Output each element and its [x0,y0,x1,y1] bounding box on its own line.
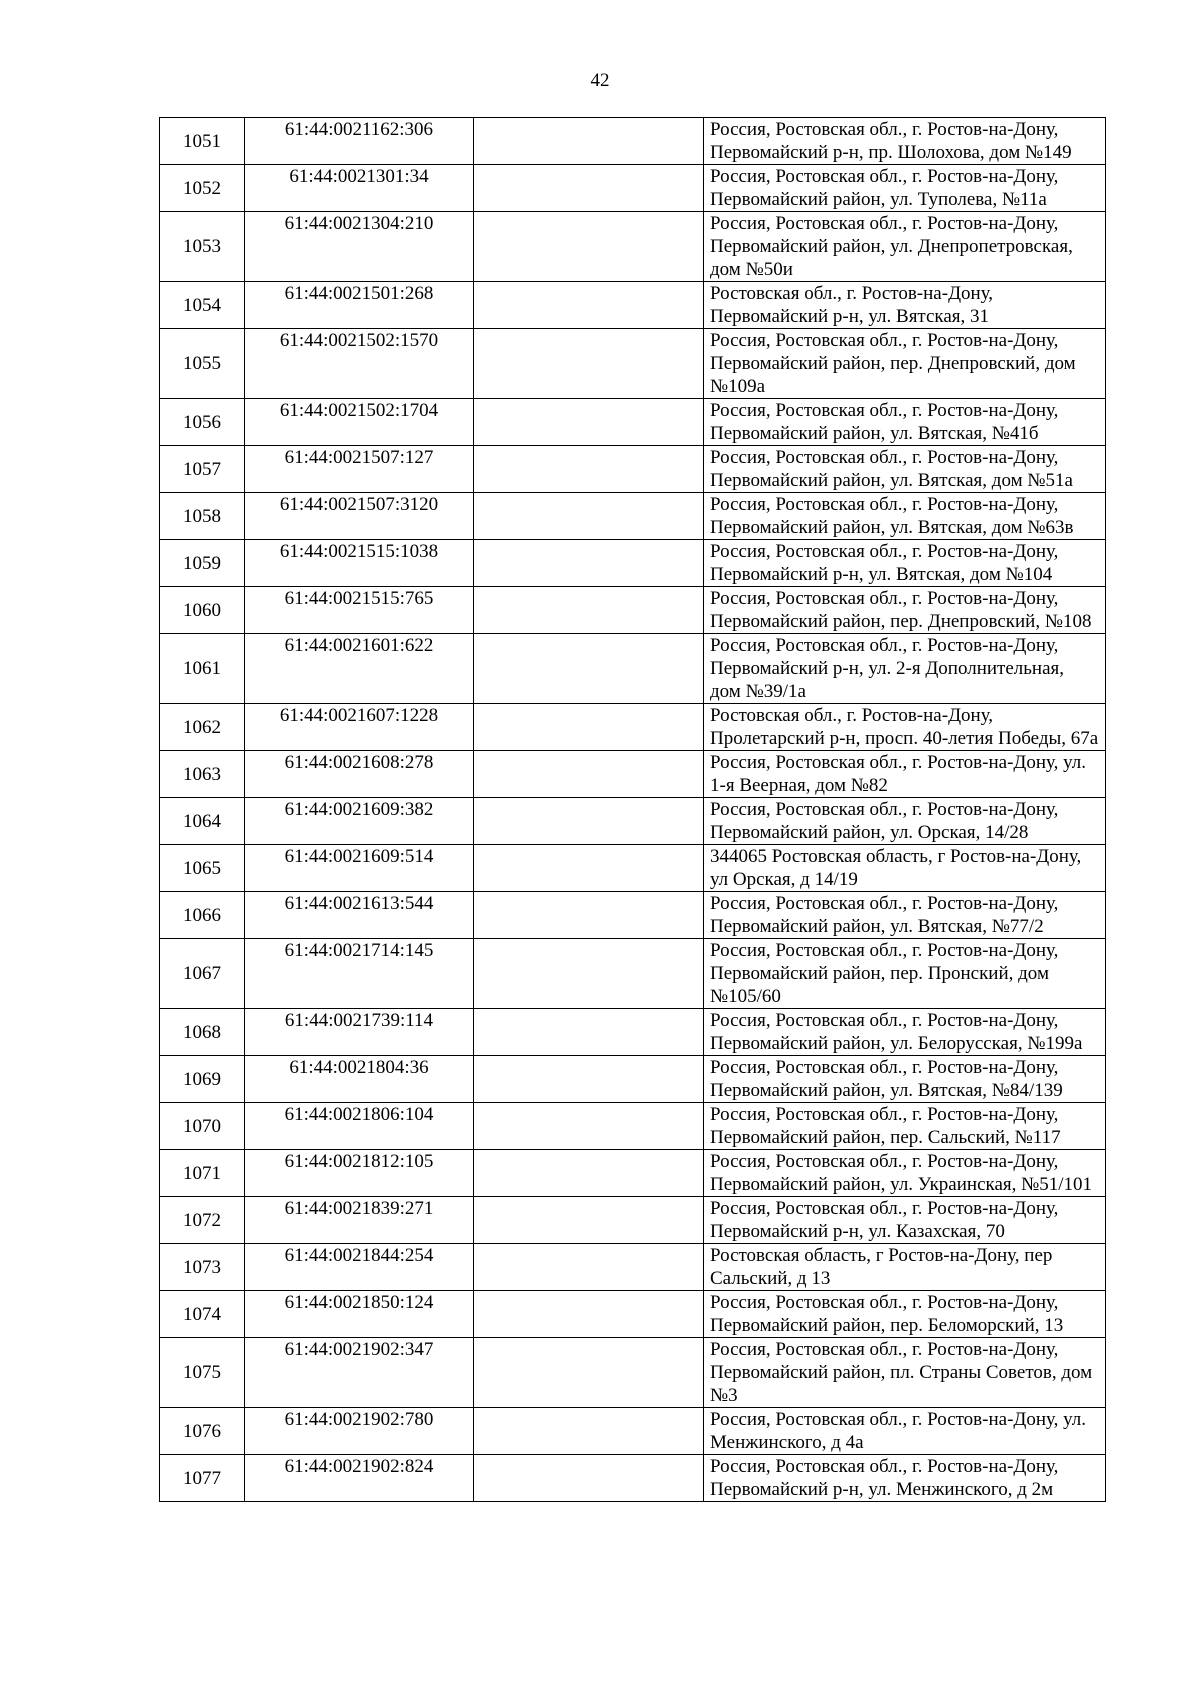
cadastral-number-cell: 61:44:0021607:1228 [245,704,474,751]
property-table [159,117,1106,1502]
address-cell: Россия, Ростовская обл., г. Ростов-на-Дону, Первомайский р-н, ул. 2-я Дополнительная, дом №39/1а [704,634,1106,704]
cadastral-number-cell: 61:44:0021304:210 [245,212,474,282]
empty-cell [474,892,704,939]
cadastral-number-cell: 61:44:0021601:622 [245,634,474,704]
address-cell: Россия, Ростовская обл., г. Ростов-на-Дону, Первомайский район, ул. Туполева, №11а [704,165,1106,212]
table-row [160,1103,1106,1150]
table-row [160,1408,1106,1455]
address-cell: Россия, Ростовская обл., г. Ростов-на-Дону, Первомайский район, ул. Украинская, №51/101 [704,1150,1106,1197]
property-table-body [160,118,1106,1502]
row-number-cell: 1055 [160,329,245,399]
row-number-cell: 1051 [160,118,245,165]
cadastral-number-cell: 61:44:0021162:306 [245,118,474,165]
row-number-cell: 1059 [160,540,245,587]
row-number-cell: 1067 [160,939,245,1009]
table-row [160,329,1106,399]
cadastral-number-cell: 61:44:0021609:514 [245,845,474,892]
empty-cell [474,540,704,587]
table-row [160,587,1106,634]
cadastral-number-cell: 61:44:0021902:780 [245,1408,474,1455]
empty-cell [474,329,704,399]
row-number-cell: 1061 [160,634,245,704]
table-row [160,1338,1106,1408]
table-row [160,704,1106,751]
table-row [160,493,1106,540]
cadastral-number-cell: 61:44:0021502:1570 [245,329,474,399]
cadastral-number-cell: 61:44:0021844:254 [245,1244,474,1291]
table-row [160,939,1106,1009]
table-row [160,1455,1106,1502]
empty-cell [474,282,704,329]
empty-cell [474,751,704,798]
address-cell: Россия, Ростовская обл., г. Ростов-на-Дону, Первомайский р-н, пр. Шолохова, дом №149 [704,118,1106,165]
table-row [160,634,1106,704]
empty-cell [474,634,704,704]
cadastral-number-cell: 61:44:0021806:104 [245,1103,474,1150]
row-number-cell: 1058 [160,493,245,540]
address-cell: Россия, Ростовская обл., г. Ростов-на-Дону, Первомайский район, пер. Днепровский, дом №109а [704,329,1106,399]
table-row [160,212,1106,282]
table-row [160,446,1106,493]
row-number-cell: 1073 [160,1244,245,1291]
row-number-cell: 1056 [160,399,245,446]
empty-cell [474,1056,704,1103]
cadastral-number-cell: 61:44:0021507:3120 [245,493,474,540]
empty-cell [474,1408,704,1455]
address-cell: Россия, Ростовская обл., г. Ростов-на-Дону, Первомайский р-н, ул. Менжинского, д 2м [704,1455,1106,1502]
empty-cell [474,1244,704,1291]
address-cell: Россия, Ростовская обл., г. Ростов-на-Дону, Первомайский район, ул. Вятская, №41б [704,399,1106,446]
table-row [160,1244,1106,1291]
row-number-cell: 1060 [160,587,245,634]
address-cell: Россия, Ростовская обл., г. Ростов-на-Дону, Первомайский район, ул. Белорусская, №199а [704,1009,1106,1056]
cadastral-number-cell: 61:44:0021902:824 [245,1455,474,1502]
empty-cell [474,1338,704,1408]
table-row [160,540,1106,587]
address-cell: Россия, Ростовская обл., г. Ростов-на-Дону, Первомайский р-н, ул. Вятская, дом №104 [704,540,1106,587]
row-number-cell: 1064 [160,798,245,845]
table-row [160,165,1106,212]
empty-cell [474,1455,704,1502]
address-cell: Россия, Ростовская обл., г. Ростов-на-Дону, Первомайский район, пер. Беломорский, 13 [704,1291,1106,1338]
empty-cell [474,446,704,493]
cadastral-number-cell: 61:44:0021613:544 [245,892,474,939]
cadastral-number-cell: 61:44:0021609:382 [245,798,474,845]
empty-cell [474,704,704,751]
cadastral-number-cell: 61:44:0021301:34 [245,165,474,212]
address-cell: Россия, Ростовская обл., г. Ростов-на-Дону, Первомайский район, пер. Днепровский, №108 [704,587,1106,634]
row-number-cell: 1068 [160,1009,245,1056]
row-number-cell: 1071 [160,1150,245,1197]
cadastral-number-cell: 61:44:0021502:1704 [245,399,474,446]
address-cell: Россия, Ростовская обл., г. Ростов-на-Дону, Первомайский р-н, ул. Казахская, 70 [704,1197,1106,1244]
empty-cell [474,587,704,634]
empty-cell [474,212,704,282]
row-number-cell: 1072 [160,1197,245,1244]
address-cell: Россия, Ростовская обл., г. Ростов-на-Дону, Первомайский район, ул. Вятская, №84/139 [704,1056,1106,1103]
address-cell: 344065 Ростовская область, г Ростов-на-Дону, ул Орская, д 14/19 [704,845,1106,892]
empty-cell [474,165,704,212]
row-number-cell: 1076 [160,1408,245,1455]
row-number-cell: 1077 [160,1455,245,1502]
empty-cell [474,1150,704,1197]
table-row [160,118,1106,165]
address-cell: Россия, Ростовская обл., г. Ростов-на-Дону, Первомайский район, пер. Пронский, дом №105/60 [704,939,1106,1009]
row-number-cell: 1053 [160,212,245,282]
address-cell: Россия, Ростовская обл., г. Ростов-на-Дону, Первомайский район, ул. Днепропетровская, дом №50и [704,212,1106,282]
empty-cell [474,493,704,540]
table-row [160,892,1106,939]
cadastral-number-cell: 61:44:0021739:114 [245,1009,474,1056]
address-cell: Ростовская обл., г. Ростов-на-Дону, Пролетарский р-н, просп. 40-летия Победы, 67а [704,704,1106,751]
table-row [160,282,1106,329]
address-cell: Россия, Ростовская обл., г. Ростов-на-Дону, ул. Менжинского, д 4а [704,1408,1106,1455]
empty-cell [474,399,704,446]
cadastral-number-cell: 61:44:0021714:145 [245,939,474,1009]
row-number-cell: 1066 [160,892,245,939]
table-row [160,798,1106,845]
table-row [160,1009,1106,1056]
empty-cell [474,1197,704,1244]
table-row [160,845,1106,892]
address-cell: Ростовская область, г Ростов-на-Дону, пер Сальский, д 13 [704,1244,1106,1291]
row-number-cell: 1069 [160,1056,245,1103]
row-number-cell: 1074 [160,1291,245,1338]
address-cell: Россия, Ростовская обл., г. Ростов-на-Дону, Первомайский район, ул. Вятская, дом №63в [704,493,1106,540]
row-number-cell: 1070 [160,1103,245,1150]
table-row [160,751,1106,798]
address-cell: Россия, Ростовская обл., г. Ростов-на-Дону, Первомайский район, ул. Вятская, №77/2 [704,892,1106,939]
row-number-cell: 1052 [160,165,245,212]
table-row [160,1291,1106,1338]
empty-cell [474,845,704,892]
cadastral-number-cell: 61:44:0021501:268 [245,282,474,329]
cadastral-number-cell: 61:44:0021839:271 [245,1197,474,1244]
table-row [160,1056,1106,1103]
cadastral-number-cell: 61:44:0021515:1038 [245,540,474,587]
cadastral-number-cell: 61:44:0021515:765 [245,587,474,634]
empty-cell [474,939,704,1009]
row-number-cell: 1065 [160,845,245,892]
address-cell: Ростовская обл., г. Ростов-на-Дону, Первомайский р-н, ул. Вятская, 31 [704,282,1106,329]
cadastral-number-cell: 61:44:0021804:36 [245,1056,474,1103]
address-cell: Россия, Ростовская обл., г. Ростов-на-Дону, Первомайский район, пл. Страны Советов, дом №3 [704,1338,1106,1408]
cadastral-number-cell: 61:44:0021507:127 [245,446,474,493]
address-cell: Россия, Ростовская обл., г. Ростов-на-Дону, Первомайский район, ул. Вятская, дом №51а [704,446,1106,493]
row-number-cell: 1057 [160,446,245,493]
row-number-cell: 1075 [160,1338,245,1408]
empty-cell [474,1103,704,1150]
table-row [160,1197,1106,1244]
empty-cell [474,1009,704,1056]
address-cell: Россия, Ростовская обл., г. Ростов-на-Дону, Первомайский район, ул. Орская, 14/28 [704,798,1106,845]
row-number-cell: 1063 [160,751,245,798]
empty-cell [474,798,704,845]
empty-cell [474,1291,704,1338]
cadastral-number-cell: 61:44:0021850:124 [245,1291,474,1338]
empty-cell [474,118,704,165]
cadastral-number-cell: 61:44:0021608:278 [245,751,474,798]
row-number-cell: 1062 [160,704,245,751]
page-number: 42 [590,70,610,91]
row-number-cell: 1054 [160,282,245,329]
address-cell: Россия, Ростовская обл., г. Ростов-на-Дону, Первомайский район, пер. Сальский, №117 [704,1103,1106,1150]
table-row [160,399,1106,446]
address-cell: Россия, Ростовская обл., г. Ростов-на-Дону, ул. 1-я Веерная, дом №82 [704,751,1106,798]
cadastral-number-cell: 61:44:0021812:105 [245,1150,474,1197]
table-row [160,1150,1106,1197]
cadastral-number-cell: 61:44:0021902:347 [245,1338,474,1408]
